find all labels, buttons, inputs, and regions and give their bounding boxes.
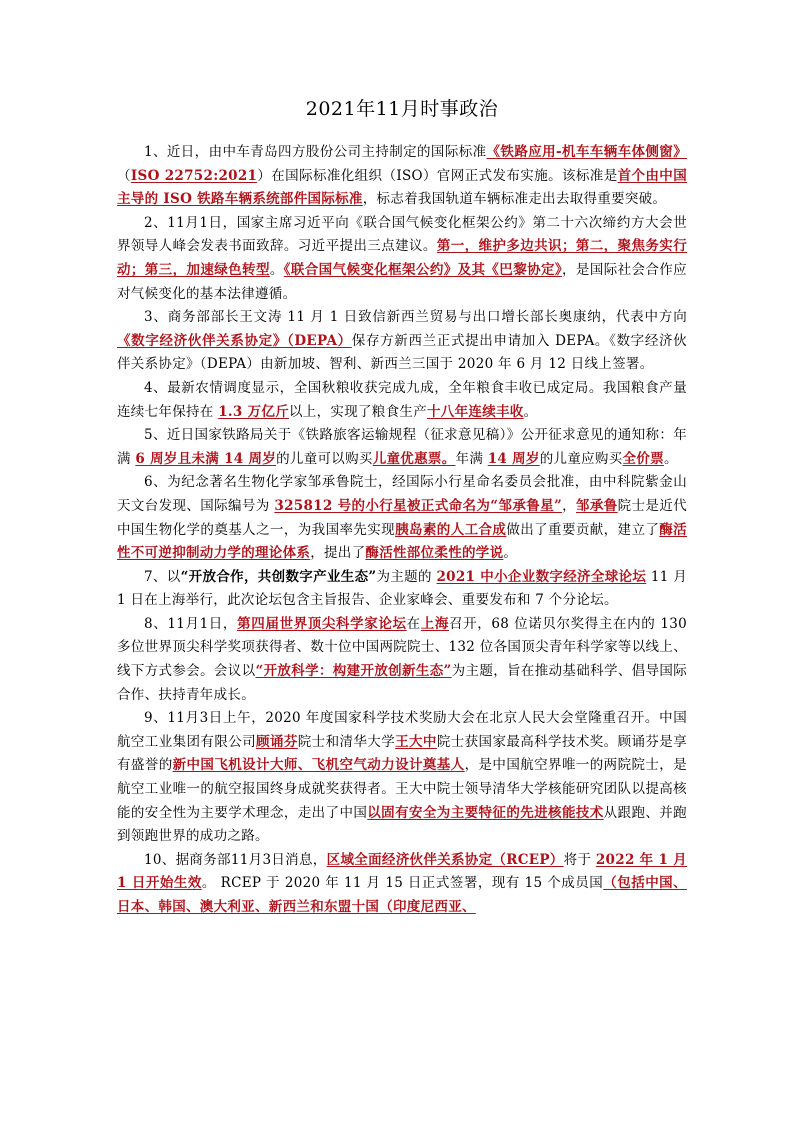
document-page	[117, 86, 687, 920]
highlighted-text: 1.3 万亿斤	[218, 403, 289, 420]
body-text: 3、商务部部长王文涛 11 月 1 日致信新西兰贸易与出口增长部长奥康纳，代表中方向	[144, 309, 687, 326]
body-text: 4、最新农情调度显示，全国秋粮收获完成九成，全年粮食丰收已成定局。我国粮食产量连续七年保持在	[117, 379, 687, 420]
news-item-10	[117, 849, 687, 920]
highlighted-text: 6 周岁且未满 14 周岁	[135, 450, 277, 467]
body-text: 院士和清华大学	[297, 733, 396, 750]
body-text: 9、11月3日上午，2020 年度国家科学技术奖励大会在北京人民大会堂隆重召开。中国航空工业集团有限公司	[117, 710, 687, 750]
body-text: 11 月 1 日在上海举行，此次论坛包含主旨报告、企业家峰会、重要发布和 7 个分论坛。	[117, 568, 688, 609]
highlighted-text: 第四届世界顶尖科学家论坛	[237, 615, 407, 632]
body-text: 5、近日国家铁路局关于《铁路旅客运输规程（征求意见稿）》公开征求意见的通知称：年满	[117, 427, 687, 467]
highlighted-text: 2021 中小企业数字经济全球论坛	[436, 568, 647, 585]
news-item-6	[117, 471, 687, 565]
body-text: 院士获国家最高科学技术奖。顾诵芬是享有盛誉的	[117, 733, 688, 774]
body-text: ）在国际标准化组织（ISO）官网正式发布实施。该标准是	[257, 167, 618, 184]
highlighted-text: 新中国飞机设计大师、飞机空气动力设计奠基人	[172, 757, 465, 774]
body-text: 的儿童应购买	[539, 450, 623, 467]
highlighted-text: 首个由中国主导的 ISO 铁路车辆系统部件国际标准	[117, 167, 688, 208]
document-title: 2021年11月时事政治	[305, 98, 499, 120]
highlighted-text: （包括中国、日本、韩国、澳大利亚、新西兰和东盟十国（印度尼西亚、	[117, 875, 687, 915]
body-text: 以上，实现了粮食生产	[289, 403, 427, 420]
body-text: 。	[663, 450, 678, 467]
highlighted-text: 《联合国气候变化框架公约》及其《巴黎协定》	[283, 261, 563, 278]
highlighted-text: 14 周岁	[487, 450, 540, 467]
news-item-7	[117, 566, 687, 613]
body-text: 8、11月1日，	[144, 615, 238, 632]
body-text: ，是中国航空界唯一的两院院士，是航空工业唯一的航空报国终身成就奖获得者。王大中院士领导清华大学核能研究团队以提高核能的安全性为主要学术理念，走出了中国	[117, 757, 687, 821]
highlighted-text: 上海	[420, 615, 450, 632]
news-item-1	[117, 141, 687, 212]
body-text: 为主题，旨在推动基础科学、倡导国际合作、扶持青年成长。	[117, 663, 687, 703]
body-text: （	[117, 167, 131, 184]
body-text: 1、近日，由中车青岛四方股份公司主持制定的国际标准	[144, 144, 487, 160]
body-text: 7、以	[144, 568, 181, 585]
highlighted-text: 325812 号的小行星被正式命名为“邹承鲁星”	[274, 497, 563, 514]
body-text: 将于	[563, 851, 596, 868]
news-item-8	[117, 613, 687, 707]
highlighted-text: 王大中	[395, 733, 437, 750]
document-body	[117, 141, 687, 920]
body-text: ，	[562, 497, 577, 514]
body-text: 年满	[455, 450, 488, 467]
highlighted-text: 《铁路应用-机车车辆车体侧窗》	[486, 144, 687, 160]
news-item-5	[117, 424, 687, 471]
body-text: ，是国际社会合作应对气候变化的基本法律遵循。	[117, 261, 687, 302]
news-item-3	[117, 306, 687, 377]
body-text: ，提出了	[310, 545, 366, 562]
highlighted-text: 2022 年 1 月 1 日开始生效	[117, 851, 687, 892]
highlighted-text: 胰岛素的人工合成	[395, 521, 507, 538]
highlighted-text: 邹承鲁	[576, 497, 618, 514]
body-text: 的儿童可以购买	[276, 450, 373, 467]
highlighted-text: 十八年连续丰收	[427, 403, 524, 420]
body-text: ，标志着我国轨道车辆标准走出去取得重要突破。	[362, 191, 667, 208]
news-item-4	[117, 377, 687, 424]
highlighted-text: 区域全面经济伙伴关系协定（RCEP）	[326, 851, 564, 868]
body-text: 保存方新西兰正式提出申请加入 DEPA。《数字经济伙伴关系协定》（DEPA）由新加坡、智利、新西兰三国于 2020 年 6 月 12 日线上签署。	[117, 332, 687, 373]
body-text: 在	[406, 615, 421, 632]
body-text: 做出了重要贡献，建立了	[506, 521, 660, 538]
body-text: 召开，68 位诺贝尔奖得主在内的 130 多位世界顶尖科学奖项获得者、数十位中国两院院士、132 位各国顶尖青年科学家等以线上、线下方式参会。会议以	[117, 615, 687, 680]
highlighted-text: 酶活性部位柔性的学说	[365, 545, 504, 562]
highlighted-text: ISO 22752:2021	[130, 167, 258, 184]
highlighted-text: 第一，维护多边共识；第二，聚焦务实行动；第三，加速绿色转型	[117, 238, 687, 278]
highlighted-text: 酶活性不可逆抑制动力学的理论体系	[117, 521, 687, 562]
highlighted-text: 顾诵芬	[256, 733, 298, 750]
body-text: 。	[269, 261, 284, 278]
news-item-9	[117, 707, 687, 849]
body-text: 从跟跑、并跑到领跑世界的成功之路。	[117, 804, 687, 845]
news-item-2	[117, 212, 687, 306]
body-text: 6、为纪念著名生物化学家邹承鲁院士，经国际小行星命名委员会批准，由中科院紫金山天文台发现、国际编号为	[117, 474, 687, 514]
highlighted-text: 以固有安全为主要特征的先进核能技术	[367, 804, 604, 821]
body-text: “开放合作，共创数字产业生态”	[180, 568, 377, 585]
highlighted-text: 儿童优惠票。	[372, 450, 456, 467]
body-text: 2、11月1日，国家主席习近平向《联合国气候变化框架公约》第二十六次缔约方大会世界领导人峰会发表书面致辞。习近平提出三点建议。	[117, 214, 687, 255]
body-text: 。 RCEP 于 2020 年 11 月 15 日正式签署，现有 15 个成员国	[201, 875, 604, 892]
highlighted-text: 《数字经济伙伴关系协定》（DEPA）	[117, 332, 352, 349]
body-text: 。	[503, 545, 518, 562]
body-text: 。	[523, 403, 538, 420]
highlighted-text: “开放科学：构建开放创新生态”	[255, 663, 452, 680]
body-text: 10、据商务部11月3日消息，	[144, 851, 327, 868]
highlighted-text: 全价票	[622, 450, 664, 467]
body-text: 院士是近代中国生物化学的奠基人之一，为我国率先实现	[117, 497, 687, 538]
body-text: 为主题的	[376, 568, 437, 585]
